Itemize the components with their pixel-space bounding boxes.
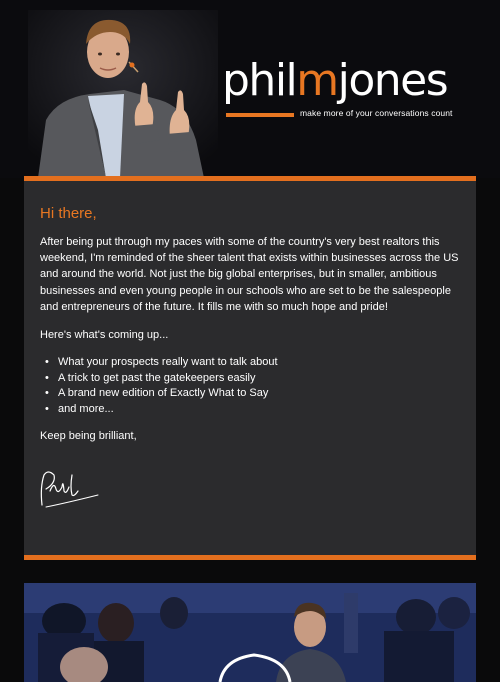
list-item: • A trick to get past the gatekeepers easily xyxy=(40,371,460,387)
brand-name-part2: jones xyxy=(337,55,448,106)
list-item: • What your prospects really want to talk about xyxy=(40,355,460,371)
intro-paragraph: After being put through my paces with some of the country's very best realtors this weekend, I'm reminded of the sheer talent that exists within businesses across the US and around the world. Not just the big global enterprises, but in smaller, ambitious businesses and even young people in our schools who are set to be the salespeople and entrepreneurs of the future. It fills me with so much hope and pride! xyxy=(40,236,459,313)
brand-wordmark xyxy=(222,56,462,106)
event-photo xyxy=(24,583,476,682)
brand-name-part1: phil xyxy=(222,55,297,106)
email-body-card xyxy=(24,181,476,555)
list-item: • A brand new edition of Exactly What to Say xyxy=(40,386,460,402)
bottom-divider xyxy=(24,555,476,560)
handwritten-signature xyxy=(36,467,106,511)
coming-up-list xyxy=(40,355,460,417)
bullet-icon: • xyxy=(45,356,49,369)
bullet-icon: • xyxy=(45,387,49,400)
logo-underline xyxy=(226,113,294,117)
brand-logo xyxy=(222,56,462,126)
bullet-icon: • xyxy=(45,402,49,415)
coming-up-heading: Here's what's coming up... xyxy=(40,329,169,342)
bullet-icon: • xyxy=(45,371,49,384)
signoff: Keep being brilliant, xyxy=(40,430,137,443)
email-header xyxy=(0,0,500,178)
list-item: • and more... xyxy=(40,402,460,418)
brand-tagline: make more of your conversations count xyxy=(300,108,453,118)
greeting: Hi there, xyxy=(40,205,97,222)
brand-name-accent: m xyxy=(296,55,338,106)
speaker-photo xyxy=(28,10,218,178)
